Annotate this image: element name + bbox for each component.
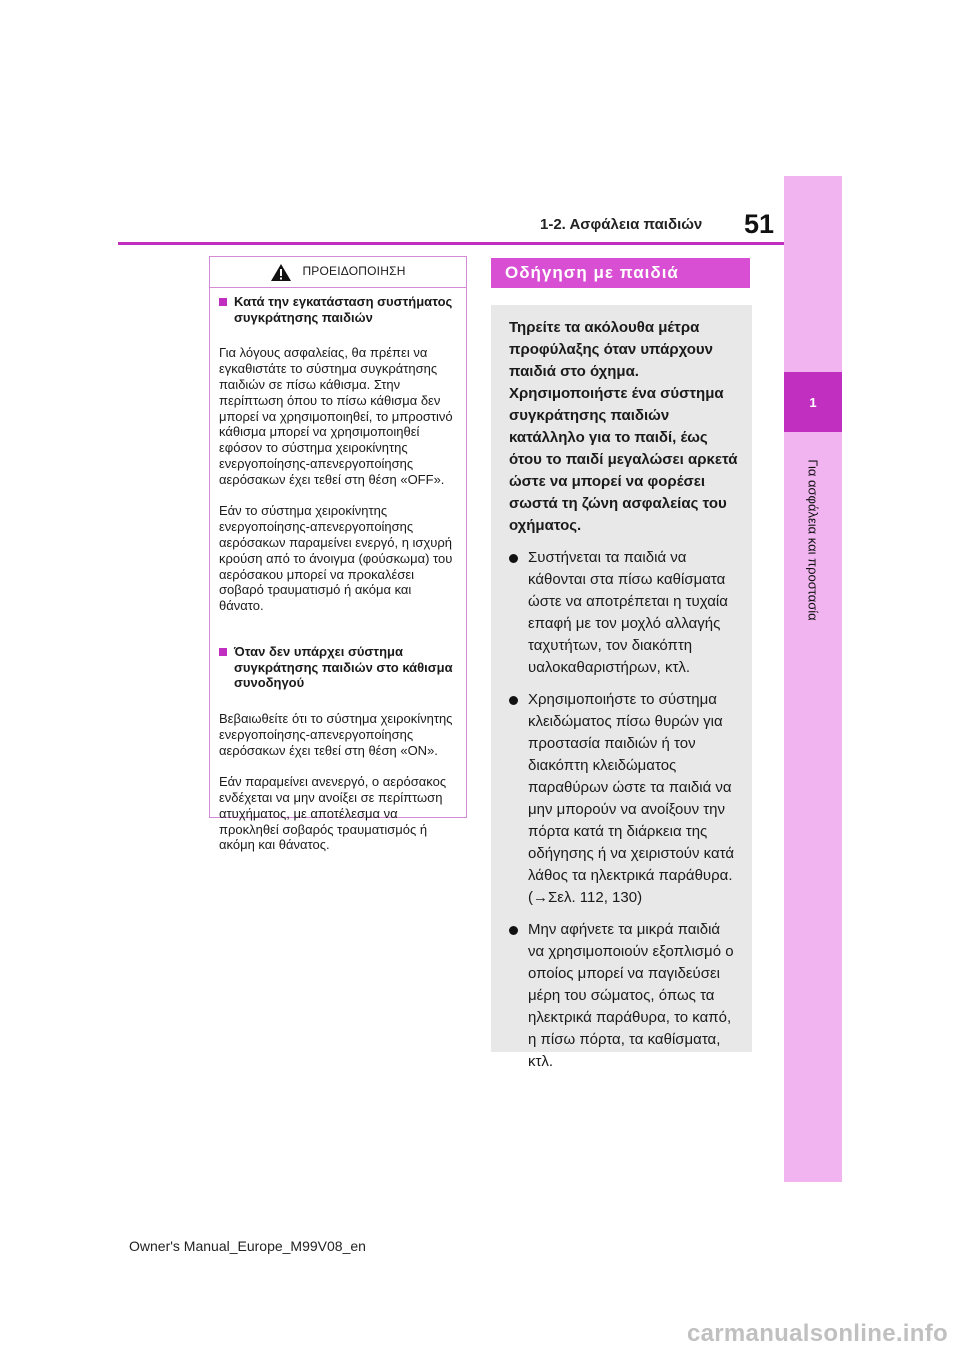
section-label: 1-2. Ασφάλεια παιδιών	[540, 216, 703, 233]
chapter-side-tab	[784, 176, 842, 1182]
warning-heading-no-seat: Όταν δεν υπάρχει σύστημα συγκράτησης παιδιών στο κάθισμα συνοδηγού	[219, 644, 456, 691]
driving-intro: Τηρείτε τα ακόλουθα μέτρα προφύλαξης όταν υπάρχουν παιδιά στο όχημα. Χρησιμοποιήστε ένα σύστημα συγκράτησης παιδιών κατάλληλο για το παιδί, έως ότου το παιδί μεγαλώσει αρκετά ώστε να μπορεί να φορέσει σωστά τη ζώνη ασφαλείας του οχήματος.	[509, 319, 738, 534]
square-bullet-icon	[219, 648, 227, 656]
bullet-icon	[509, 926, 518, 935]
driving-box	[491, 305, 752, 1070]
watermark: carmanualsonline.info	[686, 1320, 948, 1347]
driving-section-title: Οδήγηση με παιδιά	[491, 258, 750, 288]
list-item: Χρησιμοποιήστε το σύστημα κλειδώματος πίσω θυρών για προστασία παιδιών ή τον διακόπτη κλειδώματος παραθύρων ώστε τα παιδιά να μην μπορούν να ανοίξουν την πόρτα κατά τη διάρκεια της οδήγησης ή να χειριστούν κατά λάθος τα ηλεκτρικά παράθυρα. (→Σελ. 112, 130)	[509, 689, 738, 909]
header-rule	[118, 242, 784, 245]
warning-text-install: Για λόγους ασφαλείας, θα πρέπει να εγκαθιστάτε το σύστημα συγκράτησης παιδιών σε πίσω κάθισμα. Στην περίπτωση όπου το πίσω κάθισμα δεν μπορεί να χρησιμοποιηθεί, το μπροστινό κάθισμα μπορεί να χρησιμοποιηθεί εφόσον το σύστημα χειροκίνητης ενεργοποίησης-απενεργοποίησης αερόσακων έχει τεθεί στη θέση «OFF». Εάν το σύστημα χειροκίνητης ενεργοποίησης-απενεργοποίησης αερόσακων παραμείνει ενεργό, η ισχυρή κρούση από το άνοιγμα (φούσκωμα) του αερόσακου μπορεί να προκαλέσει σοβαρό τραυματισμό ή ακόμα και θάνατο.	[219, 345, 453, 614]
warning-heading-install: Κατά την εγκατάσταση συστήματος συγκράτησης παιδιών	[219, 294, 456, 326]
square-bullet-icon	[219, 298, 227, 306]
chapter-title: Για ασφάλεια και προστασία	[805, 459, 821, 621]
list-item: Συστήνεται τα παιδιά να κάθονται στα πίσω καθίσματα ώστε να αποτρέπεται η τυχαία επαφή με τον μοχλό αλλαγής ταχυτήτων, τον διακόπτη υαλοκαθαριστήρων, κτλ.	[509, 547, 738, 679]
list-item: Μην αφήνετε τα μικρά παιδιά να χρησιμοποιούν εξοπλισμό ο οποίος μπορεί να παγιδεύσει μέρη του σώματος, όπως τα ηλεκτρικά παράθυρα, το καπό, η πίσω πόρτα, τα καθίσματα, κτλ.	[509, 919, 738, 1073]
document-footer: Owner's Manual_Europe_M99V08_en	[129, 1238, 366, 1254]
warning-box	[209, 256, 467, 853]
bullet-icon	[509, 554, 518, 563]
warning-text-no-seat: Βεβαιωθείτε ότι το σύστημα χειροκίνητης ενεργοποίησης-απενεργοποίησης αερόσακων έχει τεθεί στη θέση «ON». Εάν παραμείνει ανενεργό, ο αερόσακος ενδέχεται να μην ανοίξει σε περίπτωση ατυχήματος, με αποτέλεσμα να προκληθεί σοβαρός τραυματισμός ή ακόμη και θάνατος.	[219, 710, 453, 853]
warning-header	[210, 257, 466, 288]
page-number: 51	[744, 209, 775, 239]
warning-triangle-icon	[270, 263, 292, 282]
warning-title: ΠΡΟΕΙΔΟΠΟΙΗΣΗ	[302, 264, 406, 279]
chapter-number: 1	[784, 372, 842, 432]
bullet-icon	[509, 696, 518, 705]
